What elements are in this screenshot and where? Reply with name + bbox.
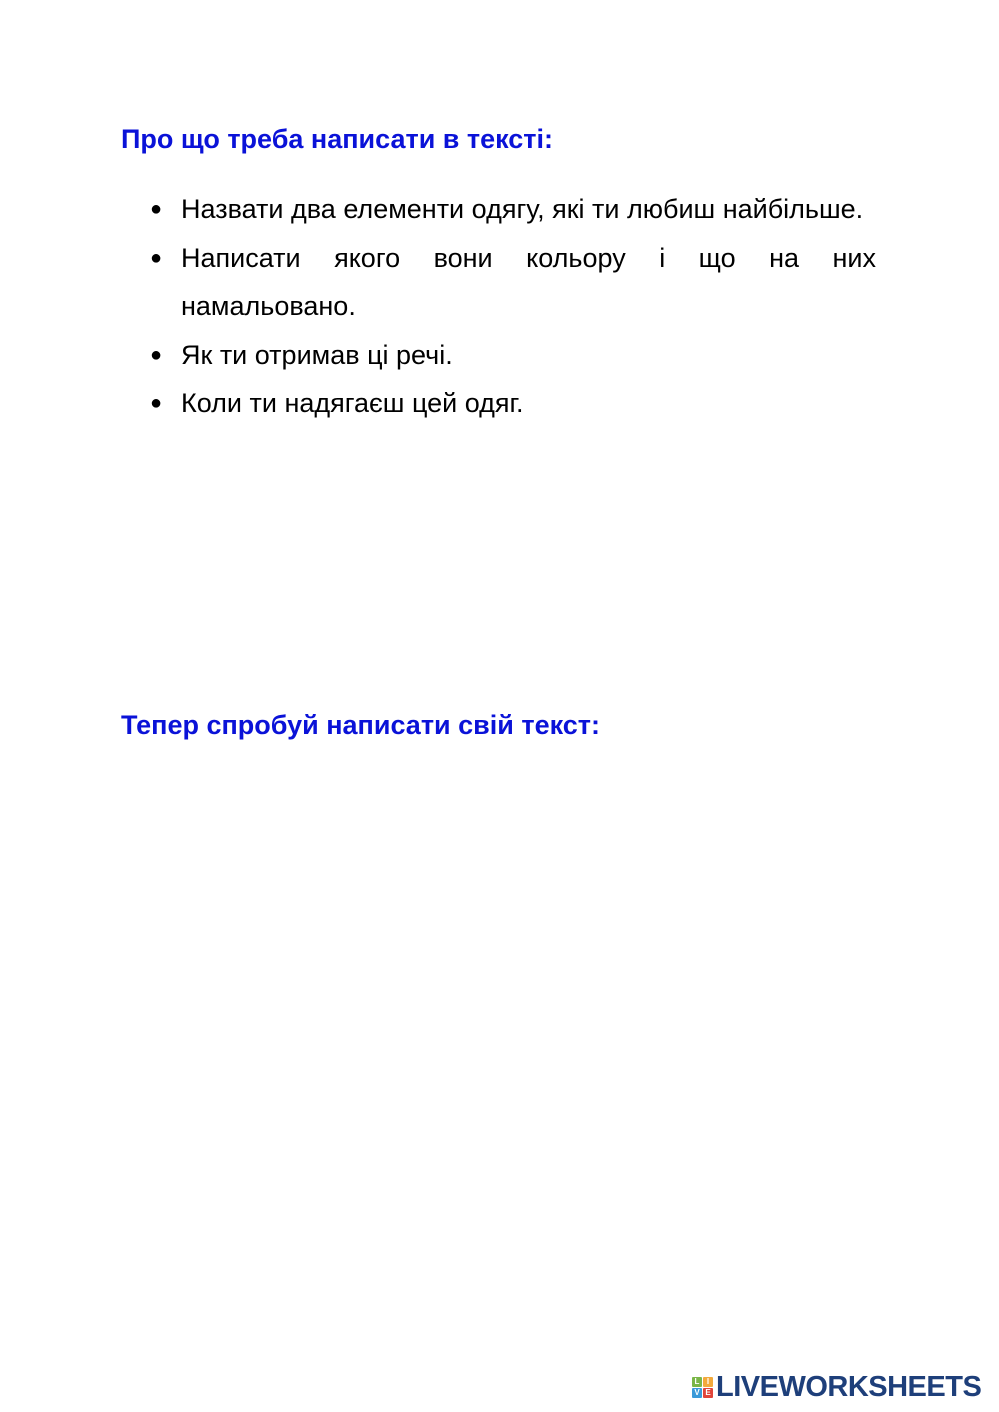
- task-text: Написати якого вони кольору і що на них намальовано.: [181, 242, 876, 321]
- logo-mark-letter: E: [703, 1388, 713, 1398]
- liveworksheets-logo: [692, 1372, 981, 1402]
- logo-mark-icon: [692, 1377, 713, 1398]
- logo-mark-letter: V: [692, 1388, 702, 1398]
- list-item: [150, 185, 876, 234]
- bullet-icon: ●: [150, 198, 163, 220]
- instructions-heading: Про що треба написати в тексті:: [121, 124, 554, 154]
- logo-mark-letter: I: [703, 1377, 713, 1387]
- list-item: [150, 234, 876, 331]
- task-text: Назвати два елементи одягу, які ти любиш найбільше.: [181, 194, 864, 224]
- bullet-icon: ●: [150, 392, 163, 414]
- task-text: Як ти отримав ці речі.: [181, 339, 453, 370]
- logo-text: LIVEWORKSHEETS: [716, 1371, 982, 1403]
- bullet-icon: ●: [150, 343, 163, 366]
- logo-mark-letter: L: [692, 1377, 702, 1387]
- list-item: [150, 331, 876, 380]
- write-prompt-heading: Тепер спробуй написати свій текст:: [121, 710, 600, 740]
- bullet-icon: ●: [150, 246, 163, 269]
- list-item: [150, 379, 876, 428]
- task-text: Коли ти надягаєш цей одяг.: [181, 388, 524, 418]
- task-list: [150, 185, 876, 428]
